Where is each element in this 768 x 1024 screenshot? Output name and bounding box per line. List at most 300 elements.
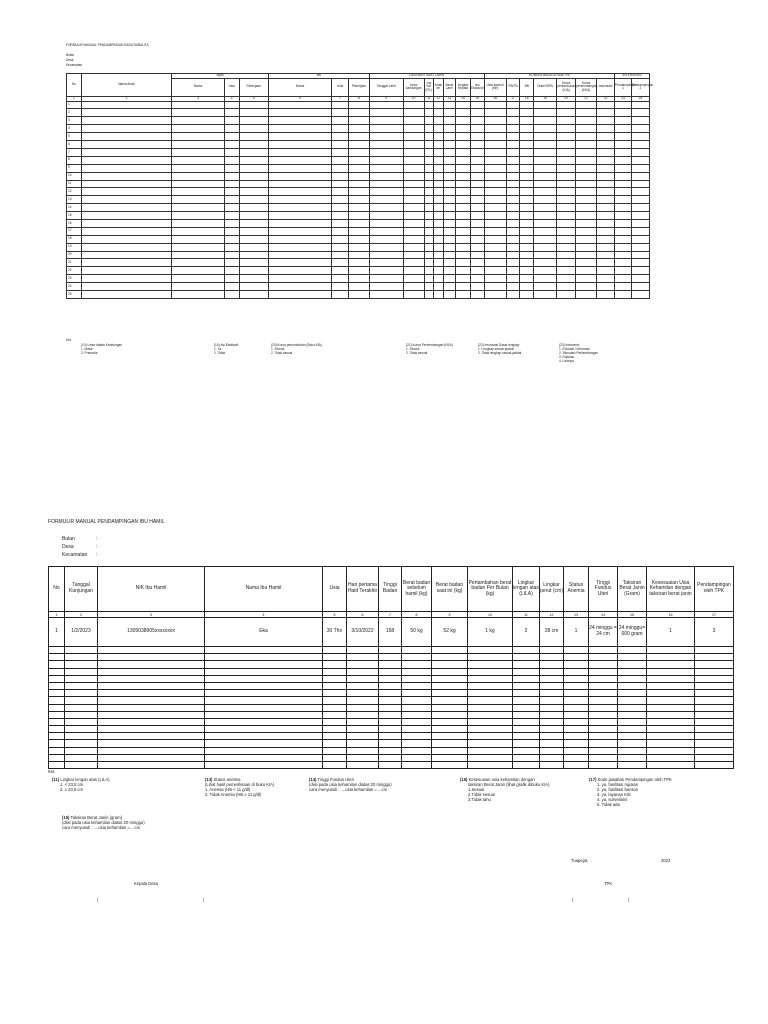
empty-cell: [534, 219, 557, 227]
empty-cell: [470, 156, 484, 164]
column-number: 2: [81, 96, 171, 101]
sub-header: Nama: [268, 78, 331, 96]
empty-cell: [456, 180, 471, 188]
empty-cell: [239, 275, 268, 283]
empty-cell: [332, 101, 349, 109]
empty-cell: [576, 141, 597, 149]
empty-cell: [434, 125, 443, 133]
empty-cell: [172, 235, 225, 243]
column-number: 6: [347, 612, 379, 618]
empty-cell: [695, 762, 734, 769]
empty-cell: [520, 290, 534, 298]
empty-cell: [506, 133, 520, 141]
empty-cell: [239, 141, 268, 149]
empty-cell: [348, 275, 369, 283]
row-number: 22: [67, 267, 82, 275]
empty-cell: [647, 711, 695, 718]
empty-cell: [468, 754, 513, 761]
empty-cell: [268, 267, 331, 275]
empty-cell: [618, 726, 647, 733]
table-row: [49, 675, 734, 682]
column-number: 14: [589, 612, 618, 618]
empty-cell: [615, 204, 632, 212]
empty-cell: [589, 733, 618, 740]
empty-cell: [534, 101, 557, 109]
empty-cell: [348, 259, 369, 267]
empty-cell: [456, 219, 471, 227]
empty-cell: [268, 141, 331, 149]
empty-cell: [81, 141, 171, 149]
empty-cell: [534, 283, 557, 291]
empty-cell: [540, 704, 564, 711]
empty-cell: [695, 647, 734, 654]
empty-cell: [443, 243, 456, 251]
table-cell: Eka: [205, 618, 323, 647]
empty-cell: [456, 204, 471, 212]
column-number: 7: [379, 612, 402, 618]
empty-cell: [239, 290, 268, 298]
empty-cell: [65, 733, 98, 740]
empty-cell: [520, 156, 534, 164]
empty-cell: [434, 164, 443, 172]
empty-cell: [520, 219, 534, 227]
empty-cell: [98, 747, 205, 754]
note-item: 2. ≥ 23,5 cm: [60, 787, 84, 792]
empty-cell: [348, 267, 369, 275]
empty-cell: [564, 661, 589, 668]
empty-cell: [468, 654, 513, 661]
empty-cell: [379, 747, 402, 754]
empty-cell: [332, 251, 349, 259]
column-header: NIK Ibu Hamil: [98, 567, 205, 612]
empty-cell: [379, 754, 402, 761]
place-date: Tuapejat,: [571, 858, 589, 863]
empty-cell: [557, 283, 576, 291]
empty-cell: [615, 117, 632, 125]
empty-cell: [81, 125, 171, 133]
empty-cell: [224, 109, 239, 117]
empty-cell: [470, 125, 484, 133]
empty-cell: [239, 101, 268, 109]
empty-cell: [456, 117, 471, 125]
empty-cell: [379, 740, 402, 747]
empty-cell: [534, 212, 557, 220]
column-number: 9: [432, 612, 468, 618]
column-number: 17: [695, 612, 734, 618]
empty-cell: [534, 196, 557, 204]
sub-header: Tanggal Lahir: [369, 78, 403, 96]
empty-cell: [65, 718, 98, 725]
empty-cell: [348, 196, 369, 204]
empty-cell: [513, 654, 540, 661]
empty-cell: [98, 690, 205, 697]
empty-cell: [332, 227, 349, 235]
empty-cell: [484, 219, 506, 227]
empty-cell: [403, 148, 424, 156]
empty-cell: [49, 754, 65, 761]
table-cell: 158: [379, 618, 402, 647]
empty-cell: [403, 267, 424, 275]
empty-cell: [432, 711, 468, 718]
empty-cell: [597, 141, 615, 149]
empty-cell: [520, 227, 534, 235]
empty-cell: [576, 283, 597, 291]
empty-cell: [379, 733, 402, 740]
column-number: 4: [205, 612, 323, 618]
column-header: No: [49, 567, 65, 612]
empty-cell: [424, 180, 433, 188]
empty-cell: [506, 164, 520, 172]
empty-cell: [379, 690, 402, 697]
table-cell: 1: [564, 618, 589, 647]
empty-cell: [332, 117, 349, 125]
empty-cell: [513, 762, 540, 769]
empty-cell: [434, 204, 443, 212]
empty-cell: [379, 718, 402, 725]
row-number: 25: [67, 290, 82, 298]
table-row: [67, 172, 650, 180]
empty-cell: [332, 148, 349, 156]
empty-cell: [484, 101, 506, 109]
empty-cell: [520, 243, 534, 251]
empty-cell: [402, 754, 432, 761]
empty-cell: [268, 219, 331, 227]
empty-cell: [172, 148, 225, 156]
empty-cell: [402, 740, 432, 747]
empty-cell: [172, 196, 225, 204]
empty-cell: [631, 188, 649, 196]
empty-cell: [557, 172, 576, 180]
empty-cell: [268, 180, 331, 188]
empty-cell: [432, 661, 468, 668]
empty-cell: [589, 682, 618, 689]
empty-cell: [506, 204, 520, 212]
empty-cell: [513, 733, 540, 740]
empty-cell: [348, 109, 369, 117]
empty-cell: [268, 196, 331, 204]
empty-cell: [424, 275, 433, 283]
note-item: taksiran Berat Janin (lihat grafik dibuku KIA): [468, 782, 550, 787]
empty-cell: [520, 109, 534, 117]
empty-cell: [434, 172, 443, 180]
empty-cell: [564, 647, 589, 654]
empty-cell: [506, 188, 520, 196]
empty-cell: [540, 661, 564, 668]
empty-cell: [618, 697, 647, 704]
empty-cell: [424, 164, 433, 172]
empty-cell: [484, 196, 506, 204]
empty-cell: [434, 180, 443, 188]
empty-cell: [615, 267, 632, 275]
empty-cell: [468, 726, 513, 733]
note-item: 1. Sesuai: [271, 347, 285, 351]
empty-cell: [540, 668, 564, 675]
empty-cell: [323, 718, 347, 725]
empty-cell: [695, 718, 734, 725]
empty-cell: [403, 196, 424, 204]
note-number: (15): [62, 815, 70, 820]
empty-cell: [268, 156, 331, 164]
note-heading-text: Kode jawaban Pendampingan oleh TPK: [597, 777, 672, 782]
empty-cell: [224, 235, 239, 243]
empty-cell: [65, 740, 98, 747]
empty-cell: [402, 711, 432, 718]
empty-cell: [647, 726, 695, 733]
column-header: Lingkar lengan atas (LILA): [513, 567, 540, 612]
empty-cell: [695, 754, 734, 761]
empty-cell: [369, 156, 403, 164]
empty-cell: [369, 259, 403, 267]
empty-cell: [576, 117, 597, 125]
empty-cell: [81, 109, 171, 117]
empty-cell: [332, 275, 349, 283]
empty-cell: [520, 267, 534, 275]
row-number: 14: [67, 204, 82, 212]
empty-cell: [520, 196, 534, 204]
empty-cell: [348, 180, 369, 188]
ibu-hamil-table: [48, 566, 734, 769]
empty-cell: [513, 661, 540, 668]
empty-cell: [98, 654, 205, 661]
empty-cell: [239, 251, 268, 259]
empty-cell: [239, 212, 268, 220]
empty-cell: [484, 275, 506, 283]
empty-cell: [597, 283, 615, 291]
empty-cell: [424, 117, 433, 125]
empty-cell: [520, 283, 534, 291]
table-row: [67, 164, 650, 172]
empty-cell: [434, 267, 443, 275]
empty-cell: [576, 172, 597, 180]
note-heading: (20) Kurva pertumbuhan (Buku KIA): [271, 343, 322, 347]
empty-cell: [224, 148, 239, 156]
empty-cell: [618, 654, 647, 661]
empty-cell: [647, 754, 695, 761]
empty-cell: [424, 212, 433, 220]
empty-cell: [348, 148, 369, 156]
empty-cell: [424, 141, 433, 149]
empty-cell: [172, 125, 225, 133]
empty-cell: [224, 133, 239, 141]
table-cell: 30 Thn: [323, 618, 347, 647]
empty-cell: [224, 101, 239, 109]
table-row: [67, 235, 650, 243]
column-header: Hari pertama Haid Terakhir: [347, 567, 379, 612]
note-block: [52, 777, 110, 792]
empty-cell: [618, 718, 647, 725]
sign-left-paren-close: ): [203, 897, 205, 902]
field-desa-label: Desa: [62, 544, 74, 550]
empty-cell: [369, 227, 403, 235]
note-item: 1. ya, fasilitasi rujukan: [597, 782, 639, 787]
note-heading: (15) Asi Eksklusif: [214, 343, 239, 347]
empty-cell: [618, 740, 647, 747]
empty-cell: [597, 172, 615, 180]
empty-cell: [332, 212, 349, 220]
empty-cell: [239, 267, 268, 275]
empty-cell: [98, 704, 205, 711]
empty-cell: [443, 275, 456, 283]
empty-cell: [432, 747, 468, 754]
empty-cell: [513, 697, 540, 704]
empty-cell: [618, 661, 647, 668]
empty-cell: [98, 733, 205, 740]
sub-header: Usia saat ini (bln): [484, 78, 506, 96]
empty-cell: [268, 188, 331, 196]
empty-cell: [456, 283, 471, 291]
empty-cell: [468, 690, 513, 697]
empty-cell: [443, 117, 456, 125]
row-number: 17: [67, 227, 82, 235]
empty-cell: [695, 726, 734, 733]
table-cell: 2: [513, 618, 540, 647]
form-top-field-kecamatan: Kecamatan: [66, 63, 83, 67]
empty-cell: [557, 259, 576, 267]
empty-cell: [456, 243, 471, 251]
empty-cell: [403, 180, 424, 188]
empty-cell: [348, 156, 369, 164]
empty-cell: [468, 661, 513, 668]
sub-header: BB: [520, 78, 534, 96]
table-cell: 1 kg: [468, 618, 513, 647]
empty-cell: [564, 682, 589, 689]
row-number: 23: [67, 275, 82, 283]
empty-cell: [432, 740, 468, 747]
empty-cell: [615, 275, 632, 283]
empty-cell: [589, 697, 618, 704]
empty-cell: [506, 267, 520, 275]
empty-cell: [239, 259, 268, 267]
empty-cell: [434, 141, 443, 149]
empty-cell: [615, 188, 632, 196]
empty-cell: [468, 718, 513, 725]
empty-cell: [647, 661, 695, 668]
group-ibu: Ibu: [268, 74, 369, 79]
row-number: 2: [67, 109, 82, 117]
empty-cell: [597, 290, 615, 298]
empty-cell: [647, 747, 695, 754]
field-kecamatan-sep: :: [96, 552, 98, 558]
empty-cell: [520, 204, 534, 212]
empty-cell: [468, 697, 513, 704]
sub-header: Lingkar Kepala: [456, 78, 471, 96]
empty-cell: [402, 675, 432, 682]
empty-cell: [81, 275, 171, 283]
empty-cell: [348, 172, 369, 180]
empty-cell: [695, 733, 734, 740]
empty-cell: [597, 243, 615, 251]
empty-cell: [564, 733, 589, 740]
empty-cell: [424, 172, 433, 180]
empty-cell: [424, 188, 433, 196]
table-row: [67, 109, 650, 117]
sub-header: Kurva pertumbuhan (KIA): [557, 78, 576, 96]
note-block: [62, 815, 145, 830]
empty-cell: [348, 125, 369, 133]
column-header: Pendampingan oleh TPK: [695, 567, 734, 612]
empty-cell: [564, 668, 589, 675]
empty-cell: [484, 172, 506, 180]
empty-cell: [506, 283, 520, 291]
sub-header: Pekerjaan: [348, 78, 369, 96]
empty-cell: [403, 156, 424, 164]
table-row: [49, 690, 734, 697]
empty-cell: [470, 148, 484, 156]
empty-cell: [332, 109, 349, 117]
empty-cell: [403, 172, 424, 180]
empty-cell: [456, 172, 471, 180]
column-header: Status Anemia: [564, 567, 589, 612]
empty-cell: [618, 647, 647, 654]
empty-cell: [506, 251, 520, 259]
empty-cell: [205, 654, 323, 661]
table-row: [67, 156, 650, 164]
empty-cell: [631, 133, 649, 141]
empty-cell: [470, 101, 484, 109]
empty-cell: [49, 718, 65, 725]
empty-cell: [205, 726, 323, 733]
empty-cell: [224, 275, 239, 283]
empty-cell: [695, 668, 734, 675]
empty-cell: [49, 668, 65, 675]
empty-cell: [534, 180, 557, 188]
sub-header: Pendampingan 2: [631, 78, 649, 96]
ibu-hamil-table-body: [49, 618, 734, 769]
table-row: [67, 141, 650, 149]
empty-cell: [323, 740, 347, 747]
empty-cell: [172, 180, 225, 188]
column-number: 21: [576, 96, 597, 101]
empty-cell: [576, 180, 597, 188]
table-row: [49, 647, 734, 654]
table-cell: 1: [647, 618, 695, 647]
empty-cell: [348, 227, 369, 235]
baduta-table-body: [67, 101, 650, 298]
empty-cell: [597, 117, 615, 125]
empty-cell: [520, 125, 534, 133]
empty-cell: [434, 117, 443, 125]
empty-cell: [589, 740, 618, 747]
empty-cell: [615, 172, 632, 180]
empty-cell: [268, 133, 331, 141]
empty-cell: [597, 212, 615, 220]
empty-cell: [239, 164, 268, 172]
empty-cell: [470, 267, 484, 275]
empty-cell: [402, 733, 432, 740]
column-header: Berat badan saat ini (kg): [432, 567, 468, 612]
empty-cell: [369, 125, 403, 133]
empty-cell: [347, 647, 379, 654]
note-block: [478, 343, 521, 355]
column-number: 9: [369, 96, 403, 101]
empty-cell: [576, 196, 597, 204]
empty-cell: [468, 704, 513, 711]
empty-cell: [576, 251, 597, 259]
empty-cell: [484, 188, 506, 196]
sub-header: Jns Kel (P/L): [424, 78, 433, 96]
empty-cell: [564, 675, 589, 682]
empty-cell: [520, 275, 534, 283]
empty-cell: [557, 125, 576, 133]
empty-cell: [403, 109, 424, 117]
empty-cell: [379, 654, 402, 661]
empty-cell: [348, 219, 369, 227]
empty-cell: [98, 675, 205, 682]
bottom-ket-label: Ket.: [48, 769, 56, 774]
empty-cell: [513, 747, 540, 754]
empty-cell: [65, 682, 98, 689]
empty-cell: [647, 682, 695, 689]
